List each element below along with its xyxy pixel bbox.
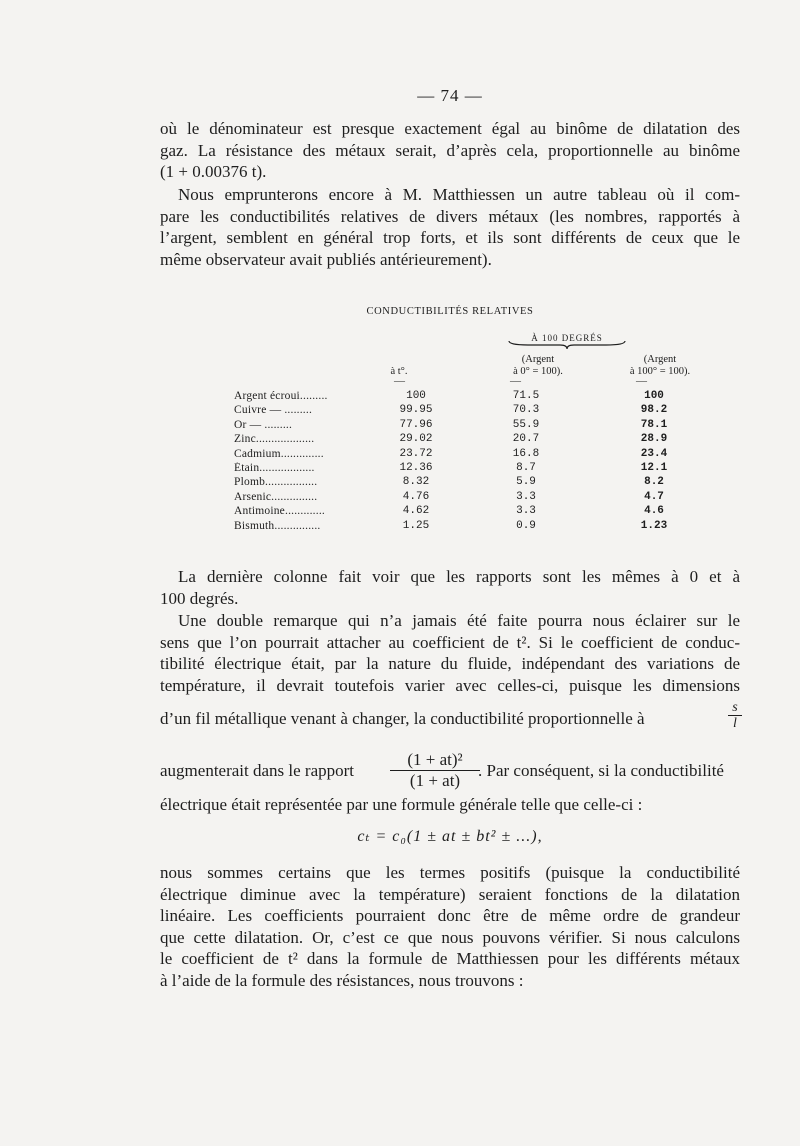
paragraph-4 [160,610,740,730]
value-argent-100: 28.9 [640,433,668,446]
text-line: tibilité électrique était, par la nature du fluide, indépendant des variations de [160,654,740,673]
text-line: linéaire. Les coefficients pourraient donc être de même ordre de grandeur [160,906,740,925]
text-line: température, il devrait toutefois varier avec celles-ci, puisque les dimensions [160,675,740,695]
augment-right [478,760,740,782]
page-number: — 74 — [417,86,483,105]
value-argent-0: 71.5 [512,390,540,402]
table-row [234,520,694,534]
text-line: . Par conséquent, si la conductibilité [478,761,724,780]
value-at-t: 4.62 [402,505,430,518]
paragraph-2 [160,184,740,270]
column-header-argent-0 [478,354,598,378]
value-at-t: 100 [406,390,426,402]
column-rule: — [636,375,647,387]
text-line: gaz. La résistance des métaux serait, d’après cela, proportionnelle au binôme [160,140,740,160]
fraction-numerator: (1 + at)² [390,750,480,771]
value-argent-100: 8.2 [644,476,664,489]
value-argent-100: 4.6 [644,505,664,518]
text-line: que cette dilatation. Or, c’est ce que nous pouvons vérifier. Si nous calculons [160,927,740,947]
electrique-line [160,794,740,816]
metal-name: Argent écroui......... [234,390,328,402]
value-argent-0: 3.3 [516,490,536,503]
paragraph-3 [160,566,740,609]
value-argent-0: 16.8 [512,447,540,460]
value-argent-0: 20.7 [512,433,540,446]
metal-name: Arsenic............... [234,490,318,503]
text-line: augmenterait dans le rapport [160,761,355,780]
table-row [234,462,694,476]
value-argent-100: 4.7 [644,490,664,503]
table-row [234,390,694,404]
value-at-t: 99.95 [399,404,433,417]
column-header-line: à 100° = 100). [629,366,691,377]
column-header-t: à t°. [390,366,408,377]
fraction-numerator: s [728,700,742,716]
text-line: Nous emprunterons encore à M. Matthiessen un autre tableau où il com- [178,185,740,204]
column-header-argent-100 [600,354,720,378]
value-argent-0: 3.3 [516,505,536,518]
column-header-line: à 0° = 100). [513,366,563,377]
table-row [234,419,694,433]
table-row [234,476,694,490]
value-argent-100: 100 [644,390,664,402]
text-line: La dernière colonne fait voir que les rapports sont les mêmes à 0 et à [178,567,740,586]
s-over-l-fraction [728,700,742,731]
metal-name: Cadmium.............. [234,447,324,460]
value-at-t: 12.36 [399,462,433,474]
text-line: sens que l’on pourrait attacher au coefficient de t². Si le coefficient de conduc- [160,632,740,652]
augment-left [160,760,400,782]
text-line: (1 + 0.00376 t). [160,162,267,181]
text-line: 100 degrés. [160,588,239,608]
column-rule: — [394,375,405,387]
text-line: le coefficient de t² dans la formule de Matthiessen pour les différents métaux [160,949,740,968]
paragraph-1 [160,118,740,183]
value-argent-0: 5.9 [516,476,536,489]
column-rule: — [510,375,521,387]
metal-name: Bismuth............... [234,519,321,532]
text-line: nous sommes certains que les termes positifs (puisque la conductibilité [160,863,740,882]
value-argent-100: 78.1 [640,418,668,431]
text-line: électrique diminue avec la température) seraient fonctions de la dilatation [160,884,740,904]
table-title: CONDUCTIBILITÉS RELATIVES [366,306,534,317]
metal-name: Étain.................. [234,462,315,474]
table-row [234,433,694,447]
text-line: Une double remarque qui n’a jamais été faite pourra nous éclairer sur le [178,611,740,630]
text-line: d’un fil métallique venant à changer, la conductibilité proportionnelle à [160,709,645,728]
metal-name: Zinc................... [234,433,315,446]
value-argent-0: 0.9 [516,519,536,532]
value-argent-100: 23.4 [640,447,668,460]
value-at-t: 8.32 [402,476,430,489]
text-line: pare les conductibilités relatives de divers métaux (les nombres, rapportés à [160,206,740,226]
column-header-line: (Argent [643,354,677,365]
text-line: où le dénominateur est presque exactement égal au binôme de dilatation des [160,119,740,138]
table-row [234,491,694,505]
value-argent-0: 55.9 [512,418,540,431]
value-argent-0: 70.3 [512,404,540,417]
value-argent-100: 1.23 [640,519,668,532]
value-at-t: 1.25 [402,519,430,532]
text-line: électrique était représentée par une formule générale telle que celle-ci : [160,795,643,814]
value-at-t: 4.76 [402,490,430,503]
value-argent-0: 8.7 [516,462,536,474]
text-line: à l’aide de la formule des résistances, nous trouvons : [160,970,524,990]
metal-name: Plomb................. [234,476,318,489]
table-row [234,505,694,519]
table-row [234,404,694,418]
metal-name: Antimoine............. [234,505,325,518]
metal-name: Cuivre — ......... [234,404,313,417]
value-at-t: 77.96 [399,418,433,431]
fraction-denominator: l [733,716,737,731]
group-header: À 100 DEGRÉS [531,333,603,343]
conductivity-formula: cₜ = c₀(1 ± at ± bt² ± ...), [357,828,543,845]
column-header-line: (Argent [521,354,555,365]
table-row [234,448,694,462]
value-at-t: 29.02 [399,433,433,446]
value-argent-100: 12.1 [640,462,668,474]
text-line: l’argent, semblent en général trop forts, et ils sont différents de ceux que le [160,228,740,247]
text-line: même observateur avait publiés antérieurement). [160,249,492,269]
fraction-denominator: (1 + at) [409,771,461,790]
ratio-fraction [390,750,480,791]
brace-icon [508,340,626,350]
value-at-t: 23.72 [399,447,433,460]
metal-name: Or — ......... [234,418,293,431]
paragraph-5 [160,862,740,991]
value-argent-100: 98.2 [640,404,668,417]
